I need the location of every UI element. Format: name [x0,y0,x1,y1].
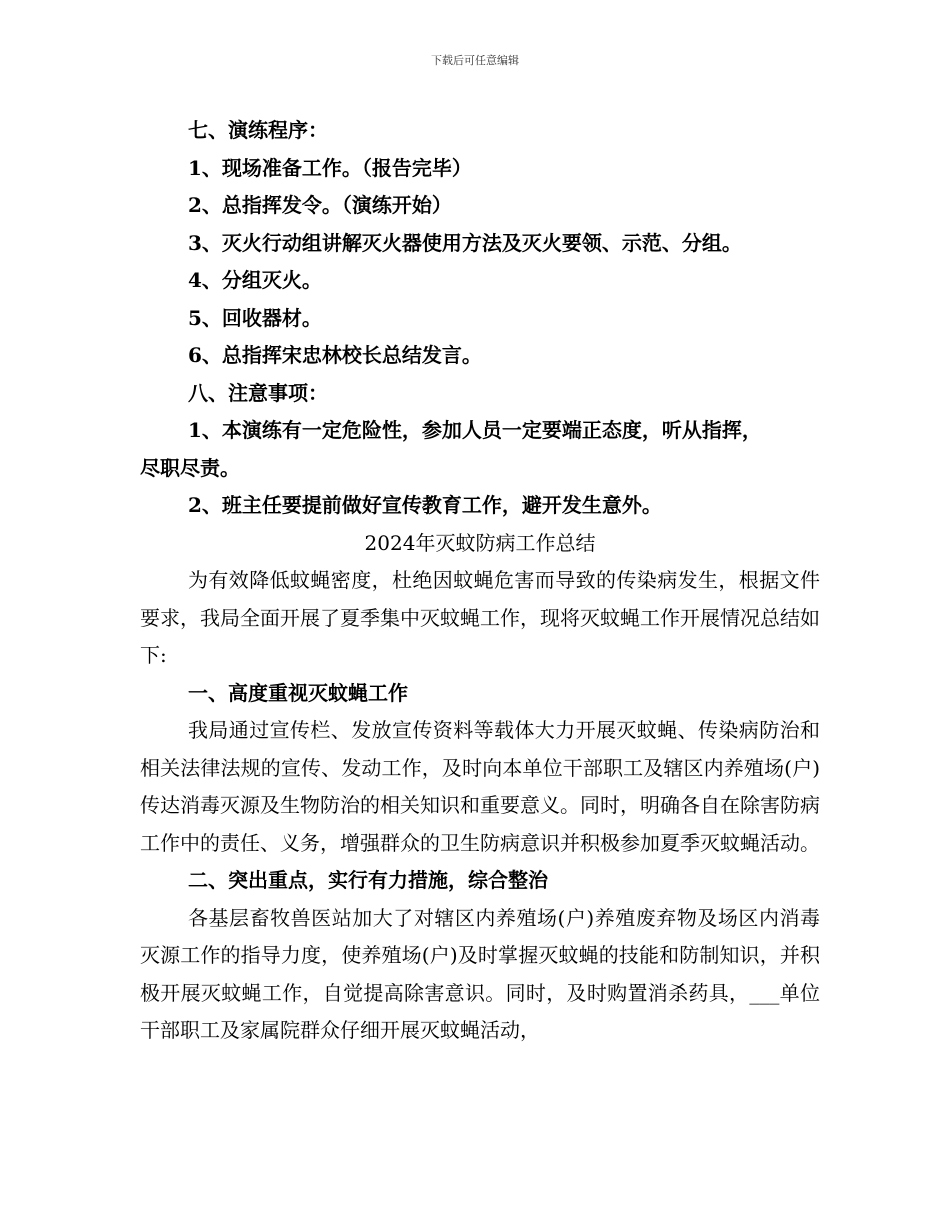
document-body [140,112,820,1050]
section-heading-1: 一、高度重视灭蚊蝇工作 [188,680,408,705]
document-title: 2024年灭蚊防病工作总结 [364,530,596,555]
paragraph-1: 我局通过宣传栏、发放宣传资料等载体大力开展灭蚊蝇、传染病防治和相关法律法规的宣传、发动工作，及时向本单位干部职工及辖区内养殖场(户)传达消毒灭源及生物防治的相关知识和重要意义。同时，明确各自在除害防病工作中的责任、义务，增强群众的卫生防病意识并积极参加夏季灭蚊蝇活动。 [140,718,820,855]
intro-paragraph: 为有效降低蚊蝇密度，杜绝因蚊蝇危害而导致的传染病发生，根据文件要求，我局全面开展了夏季集中灭蚊蝇工作，现将灭蚊蝇工作开展情况总结如下: [140,568,820,667]
paragraph-2: 各基层畜牧兽医站加大了对辖区内养殖场(户)养殖废弃物及场区内消毒灭源工作的指导力度，使养殖场(户)及时掌握灭蚊蝇的技能和防制知识，并积极开展灭蚊蝇工作，自觉提高除害意识。同时，及时购置消杀药具，___单位干部职工及家属院群众仔细开展灭蚊蝇活动， [140,905,820,1042]
section-heading-2: 二、突出重点，实行有力措施，综合整治 [188,868,548,892]
list-item: 1、本演练有一定危险性，参加人员一定要端正态度，听从指挥， [188,418,762,442]
list-item: 5、回收器材。 [188,305,322,330]
section-heading-drill-procedure: 七、演练程序： [188,118,328,142]
list-item: 2、班主任要提前做好宣传教育工作，避开发生意外。 [188,493,662,517]
list-item-continuation: 尽职尽责。 [140,455,240,480]
list-item: 2、总指挥发令。（演练开始） [188,193,452,217]
list-item: 3、灭火行动组讲解灭火器使用方法及灭火要领、示范、分组。 [188,230,742,255]
list-item: 4、分组灭火。 [188,268,322,292]
list-item: 6、总指挥宋忠林校长总结发言。 [188,343,482,367]
list-item: 1、现场准备工作。（报告完毕） [188,155,472,180]
page-header: 下载后可任意编辑 [431,54,519,67]
section-heading-notes: 八、注意事项： [188,380,328,405]
